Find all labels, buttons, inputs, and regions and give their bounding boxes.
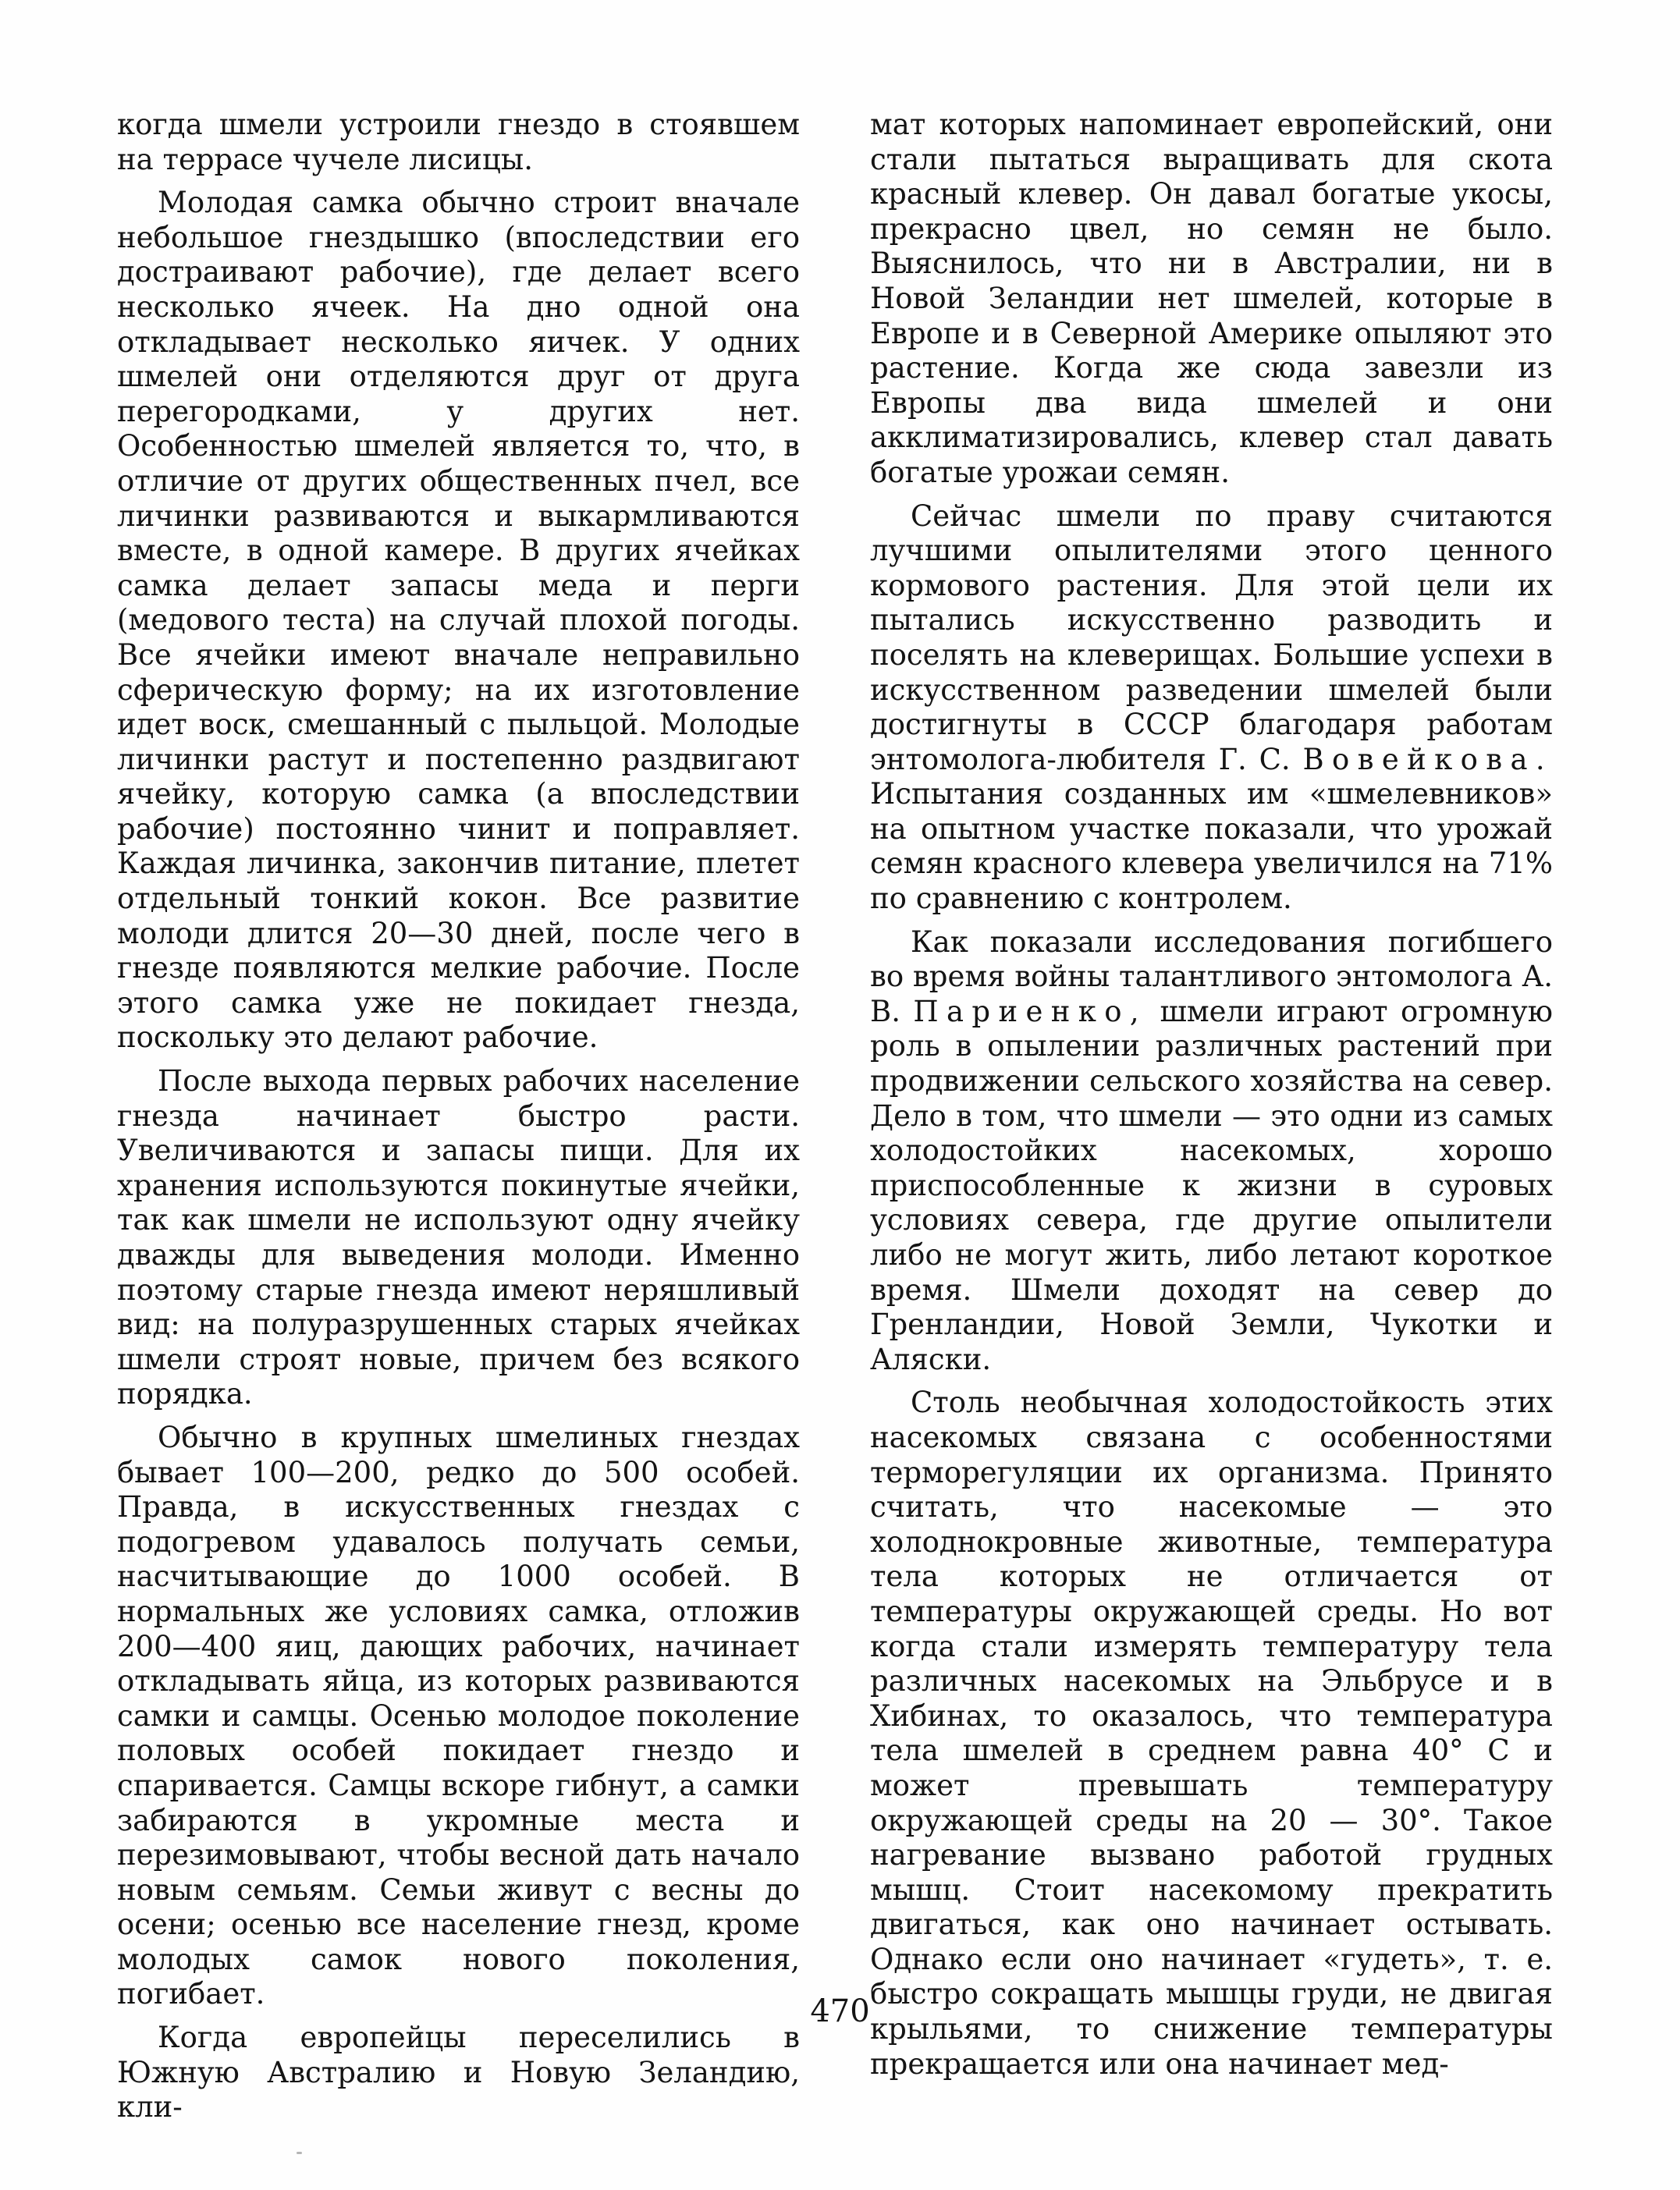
right-column <box>870 108 1553 2090</box>
spaced-surname: Париенко, <box>913 994 1148 1028</box>
paragraph-text: Как показали исследования погибшего во время войны талантливого энтомолога А. В. <box>870 925 1553 1028</box>
paragraph: Молодая самка обычно строит вначале небольшое гнездышко (впоследствии его достраивают рабочие), где делает всего несколько ячеек. На дно одной она откладывает несколько яичек. У одних шмелей они отделяются друг от друга перегородками, у других нет. Особенностью шмелей является то, что, в отличие от других общественных пчел, все личинки развиваются и выкармливаются вместе, в одной камере. В других ячейках самка делает запасы меда и перги (медового теста) на случай плохой погоды. Все ячейки имеют вначале неправильно сферическую форму; на их изготовление идет воск, смешанный с пыльцой. Молодые личинки растут и постепенно раздвигают ячейку, которую самка (а впоследствии рабочие) постоянно чинит и поправляет. Каждая личинка, закончив питание, плетет отдельный тонкий кокон. Все развитие молоди длится 20—30 дней, после чего в гнезде появляются мелкие рабочие. После этого самка уже не покидает гнезда, поскольку это делают рабочие. <box>117 186 800 1055</box>
paragraph: Столь необычная холодостойкость этих насекомых связана с особенностями терморегуляции их организма. Принято считать, что насекомые — это холоднокровные животные, температура тела которых не отличается от температуры окружающей среды. Но вот когда стали измерять температуру тела различных насекомых на Эльбрусе и в Хибинах, то оказалось, что температура тела шмелей в среднем равна 40° С и может превышать температуру окружающей среды на 20 — 30°. Такое нагревание вызвано работой грудных мышц. Стоит насекомому прекратить двигаться, как оно начинает остывать. Однако если оно начинает «гудеть», т. е. быстро сокращать мышцы груди, не двигая крыльями, то снижение температуры прекращается или она начинает мед- <box>870 1386 1553 2081</box>
page-number: 470 <box>810 1993 870 2029</box>
paragraph: когда шмели устроили гнездо в стоявшем на террасе чучеле лисицы. <box>117 108 800 176</box>
paragraph <box>870 925 1553 1378</box>
paragraph-text: Сейчас шмели по праву считаются лучшими опылителями этого ценного кормового растения. Для этой цели их пытались искусственно разводить и поселять на клеверищах. Большие успехи в искусственном разведении шмелей были достигнуты в СССР благодаря работам энтомолога-любителя Г. С. <box>870 499 1553 776</box>
spaced-surname: Вовейкова. <box>1302 742 1553 776</box>
paragraph: мат которых напоминает европейский, они стали пытаться выращивать для скота красный клевер. Он давал богатые укосы, прекрасно цвел, но семян не было. Выяснилось, что ни в Австралии, ни в Новой Зеландии нет шмелей, которые в Европе и в Северной Америке опыляют это растение. Когда же сюда завезли из Европы два вида шмелей и они акклиматизировались, клевер стал давать богатые урожаи семян. <box>870 108 1553 489</box>
paragraph: Обычно в крупных шмелиных гнездах бывает 100—200, редко до 500 особей. Правда, в искусственных гнездах с подогревом удавалось получать семьи, насчитывающие до 1000 особей. В нормальных же условиях самка, отложив 200—400 яиц, дающих рабочих, начинает откладывать яйца, из которых развиваются самки и самцы. Осенью молодое поколение половых особей покидает гнездо и спаривается. Самцы вскоре гибнут, а самки забираются в укромные места и перезимовывают, чтобы весной дать начало новым семьям. Семьи живут с весны до осени; осенью все население гнезд, кроме молодых самок нового поколения, погибает. <box>117 1420 800 2011</box>
left-column <box>117 108 800 2134</box>
paragraph <box>870 499 1553 917</box>
scan-speck <box>297 2152 302 2154</box>
paragraph-text: шмели играют огромную роль в опылении различных растений при продвижении сельского хозяйства на север. Дело в том, что шмели — это одни из самых холодостойких насекомых, хорошо приспособленные к жизни в суровых условиях севера, где другие опылители либо не могут жить, либо летают короткое время. Шмели доходят на север до Гренландии, Новой Земли, Чукотки и Аляски. <box>870 994 1554 1376</box>
paragraph: Когда европейцы переселились в Южную Австралию и Новую Зеландию, кли- <box>117 2021 800 2124</box>
paragraph: После выхода первых рабочих население гнезда начинает быстро расти. Увеличиваются и запасы пищи. Для их хранения используются покинутые ячейки, так как шмели не используют одну ячейку дважды для выведения молоди. Именно поэтому старые гнезда имеют неряшливый вид: на полуразрушенных старых ячейках шмели строят новые, причем без всякого порядка. <box>117 1064 800 1411</box>
paragraph-text: Испытания созданных им «шмелевников» на опытном участке показали, что урожай семян красного клевера увеличился на 71% по сравнению с контролем. <box>870 777 1553 916</box>
